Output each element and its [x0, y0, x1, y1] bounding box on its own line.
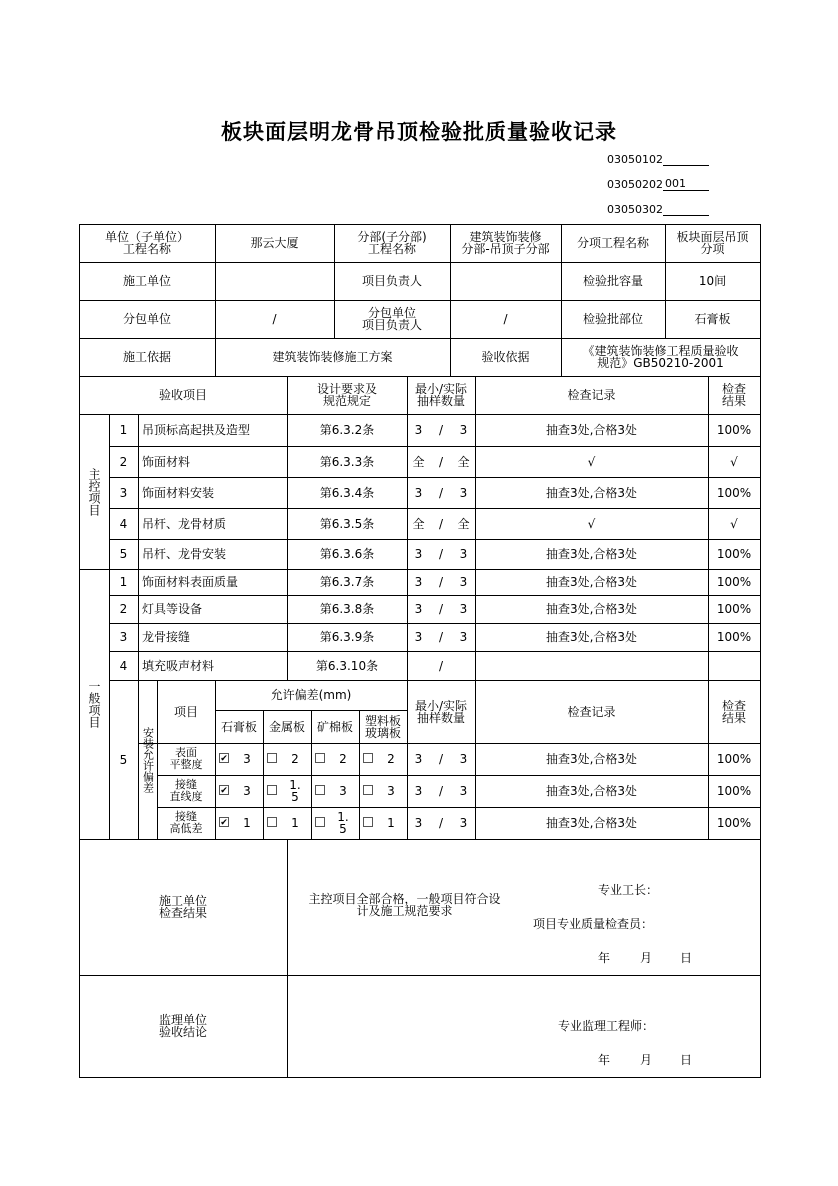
item-record: √	[587, 516, 596, 531]
row-sample-sep: /	[438, 752, 444, 766]
tolerance-group-label: 安装允许偏差	[141, 726, 155, 793]
item-result	[708, 651, 760, 680]
item-actual-sample: 3	[459, 547, 468, 561]
item-name: 饰面材料表面质量	[142, 575, 239, 589]
sub-label: 分包单位	[122, 312, 171, 326]
pm-label: 项目负责人	[361, 274, 422, 288]
batch-capacity-value: 10间	[698, 274, 727, 288]
constructor-check-text: 主控项目全部合格，一般项目符合设 计及施工规范要求	[308, 892, 501, 918]
item-result: 100%	[716, 423, 752, 437]
item-name: 吊杆、龙骨安装	[142, 547, 227, 561]
date1-month: 月	[640, 951, 653, 965]
tolerance-checkbox[interactable]	[267, 785, 277, 795]
item-clause: 第6.3.3条	[319, 454, 375, 469]
item-name: 饰面材料	[142, 454, 191, 469]
unit-value: 那云大厦	[250, 236, 299, 250]
item-no: 4	[119, 658, 128, 673]
inspector-label: 项目专业质量检查员：	[533, 917, 654, 931]
item-record: 抽查3处,合格3处	[545, 423, 638, 437]
row-result: 100%	[716, 784, 752, 798]
engineer-label: 专业监理工程师：	[558, 1019, 655, 1033]
tolerance-checkbox[interactable]	[219, 817, 229, 827]
tolerance-value: 3	[243, 752, 251, 766]
form-code-3: 03050302	[607, 202, 709, 216]
item-min-sample: 3	[414, 547, 423, 561]
item-min-sample: 全	[412, 454, 425, 469]
item-sample-sep: /	[438, 602, 444, 616]
item-no: 5	[119, 547, 128, 561]
tolerance-value: 1. 5	[289, 778, 301, 804]
col-design: 设计要求及 规范规定	[316, 382, 377, 408]
main-group-label: 主控项目	[87, 467, 101, 516]
item-min-sample: 3	[414, 423, 423, 437]
item-clause: 第6.3.9条	[319, 630, 375, 644]
row-result: 100%	[716, 816, 752, 830]
item-actual-sample: 3	[459, 602, 468, 616]
tolerance-item-label: 项目	[173, 704, 198, 719]
constructor-value	[215, 262, 334, 300]
tolerance-checkbox[interactable]	[267, 753, 277, 763]
tolerance-no: 5	[119, 752, 128, 767]
item-name: 吊顶标高起拱及造型	[142, 423, 251, 437]
tolerance-value: 3	[243, 784, 251, 798]
tolerance-checkbox[interactable]	[363, 817, 373, 827]
item-min-sample: 3	[414, 602, 423, 616]
item-sample-sep: /	[438, 423, 444, 437]
item-record: 抽查3处,合格3处	[545, 485, 638, 500]
rule-v	[287, 839, 288, 1078]
item-actual-sample: 3	[459, 423, 468, 437]
item-name: 填充吸声材料	[142, 658, 215, 673]
item-result: 100%	[716, 547, 752, 561]
row-min-sample: 3	[414, 784, 423, 798]
acceptance-basis-value: 《建筑装饰装修工程质量验收 规范》GB50210-2001	[582, 344, 739, 370]
row-sample-sep: /	[438, 816, 444, 830]
basis-label: 施工依据	[122, 350, 171, 364]
item-clause: 第6.3.2条	[319, 423, 375, 437]
item-min-sample: 全	[412, 516, 425, 531]
tolerance-header: 允许偏差(mm)	[270, 688, 352, 702]
item-actual-sample: 3	[459, 485, 468, 500]
division-label: 分部(子分部) 工程名称	[357, 230, 427, 256]
item-clause: 第6.3.10条	[315, 658, 379, 673]
item-sample-sep: /	[438, 547, 444, 561]
tolerance-value: 1. 5	[337, 810, 349, 836]
tolerance-value: 2	[291, 752, 299, 766]
material-3: 塑料板 玻璃板	[364, 713, 401, 740]
form-code-2: 03050202 001	[607, 177, 709, 191]
tolerance-value: 3	[387, 784, 395, 798]
division-value: 建筑装饰装修 分部-吊顶子分部	[461, 230, 550, 256]
tolerance-checkbox[interactable]	[219, 785, 229, 795]
item-no: 4	[119, 516, 128, 531]
subitem-label: 分项工程名称	[576, 236, 649, 250]
tolerance-row-name: 表面 平整度	[169, 746, 203, 771]
item-name: 吊杆、龙骨材质	[142, 516, 227, 531]
item-clause: 第6.3.7条	[319, 575, 375, 589]
tolerance-checkbox[interactable]	[363, 785, 373, 795]
item-min-sample: 3	[414, 485, 423, 500]
item-result: √	[730, 516, 738, 531]
basis-value: 建筑装饰装修施工方案	[272, 350, 393, 364]
item-record: 抽查3处,合格3处	[545, 602, 638, 616]
row-sample-sep: /	[438, 784, 444, 798]
page-title: 板块面层明龙骨吊顶检验批质量验收记录	[221, 119, 617, 144]
row-actual-sample: 3	[459, 816, 468, 830]
rule-h	[79, 1077, 761, 1078]
constructor-check-label: 施工单位 检查结果	[158, 894, 207, 920]
item-min-sample	[407, 651, 430, 680]
tolerance-checkbox[interactable]	[363, 753, 373, 763]
row-record: 抽查3处,合格3处	[545, 752, 638, 766]
item-record: √	[587, 454, 596, 469]
item-sample-sep: /	[438, 658, 444, 673]
acceptance-basis-label: 验收依据	[481, 350, 530, 364]
item-record: 抽查3处,合格3处	[545, 575, 638, 589]
tolerance-value: 2	[387, 752, 395, 766]
date2-month: 月	[640, 1053, 653, 1067]
item-actual-sample: 3	[459, 630, 468, 644]
material-1: 金属板	[268, 719, 305, 734]
item-result: 100%	[716, 630, 752, 644]
row-record: 抽查3处,合格3处	[545, 784, 638, 798]
sub-value: /	[272, 312, 277, 326]
date2-day: 日	[680, 1053, 693, 1067]
form-code-1: 03050102	[607, 152, 709, 166]
batch-location-value: 石膏板	[694, 312, 731, 326]
material-2: 矿棉板	[316, 719, 353, 734]
tolerance-value: 1	[387, 816, 395, 830]
item-min-sample: 3	[414, 630, 423, 644]
row-actual-sample: 3	[459, 784, 468, 798]
foreman-label: 专业工长：	[598, 883, 659, 897]
date2-year: 年	[598, 1053, 611, 1067]
item-no: 3	[119, 485, 128, 500]
item-min-sample: 3	[414, 575, 423, 589]
subitem-value: 板块面层吊顶 分项	[676, 230, 749, 256]
item-result: √	[730, 454, 738, 469]
tolerance-value: 3	[339, 784, 347, 798]
item-sample-sep: /	[438, 454, 444, 469]
item-result: 100%	[716, 602, 752, 616]
tolerance-row-name: 接缝 高低差	[169, 810, 203, 835]
sub-pm-value: /	[503, 312, 508, 326]
item-no: 3	[119, 630, 128, 644]
item-sample-sep: /	[438, 485, 444, 500]
item-clause: 第6.3.4条	[319, 485, 375, 500]
item-result: 100%	[716, 575, 752, 589]
item-sample-sep: /	[438, 575, 444, 589]
tolerance-sample-header: 最小/实际 抽样数量	[414, 698, 468, 725]
item-actual-sample: 全	[457, 454, 470, 469]
tolerance-value: 1	[243, 816, 251, 830]
item-actual-sample	[452, 651, 475, 680]
col-result: 检查 结果	[721, 382, 746, 408]
row-actual-sample: 3	[459, 752, 468, 766]
tolerance-value: 1	[291, 816, 299, 830]
item-sample-sep: /	[438, 516, 444, 531]
item-sample-sep: /	[438, 630, 444, 644]
item-no: 1	[119, 423, 128, 437]
row-record: 抽查3处,合格3处	[545, 816, 638, 830]
tolerance-checkbox[interactable]	[315, 753, 325, 763]
pm-value	[450, 262, 561, 300]
material-0: 石膏板	[220, 719, 257, 734]
supervision-label: 监理单位 验收结论	[158, 1013, 207, 1039]
item-clause: 第6.3.8条	[319, 602, 375, 616]
tolerance-value: 2	[339, 752, 347, 766]
item-no: 2	[119, 454, 128, 469]
row-min-sample: 3	[414, 752, 423, 766]
item-name: 龙骨接缝	[142, 630, 191, 644]
tolerance-row-name: 接缝 直线度	[169, 778, 203, 803]
item-name: 饰面材料安装	[142, 485, 215, 500]
row-result: 100%	[716, 752, 752, 766]
constructor-label: 施工单位	[122, 274, 171, 288]
tolerance-checkbox[interactable]	[267, 817, 277, 827]
item-record: 抽查3处,合格3处	[545, 630, 638, 644]
unit-label: 单位（子单位） 工程名称	[104, 230, 189, 256]
item-no: 2	[119, 602, 128, 616]
item-result: 100%	[716, 485, 752, 500]
col-sample: 最小/实际 抽样数量	[414, 382, 468, 408]
item-actual-sample: 全	[457, 516, 470, 531]
sub-pm-label: 分包单位 项目负责人	[361, 306, 422, 332]
item-record	[475, 651, 708, 680]
tolerance-checkbox[interactable]	[315, 785, 325, 795]
batch-location-label: 检验批部位	[582, 312, 643, 326]
col-record: 检查记录	[567, 388, 616, 402]
tolerance-checkbox[interactable]	[315, 817, 325, 827]
tolerance-record-header: 检查记录	[567, 704, 616, 719]
item-actual-sample: 3	[459, 575, 468, 589]
item-record: 抽查3处,合格3处	[545, 547, 638, 561]
item-no: 1	[119, 575, 128, 589]
date1-day: 日	[680, 951, 693, 965]
tolerance-checkbox[interactable]	[219, 753, 229, 763]
col-item: 验收项目	[158, 388, 207, 402]
item-clause: 第6.3.5条	[319, 516, 375, 531]
item-clause: 第6.3.6条	[319, 547, 375, 561]
date1-year: 年	[598, 951, 611, 965]
general-group-label: 一般项目	[87, 680, 101, 728]
batch-capacity-label: 检验批容量	[582, 274, 643, 288]
tolerance-result-header: 检查 结果	[721, 698, 746, 725]
item-name: 灯具等设备	[142, 602, 203, 616]
row-min-sample: 3	[414, 816, 423, 830]
